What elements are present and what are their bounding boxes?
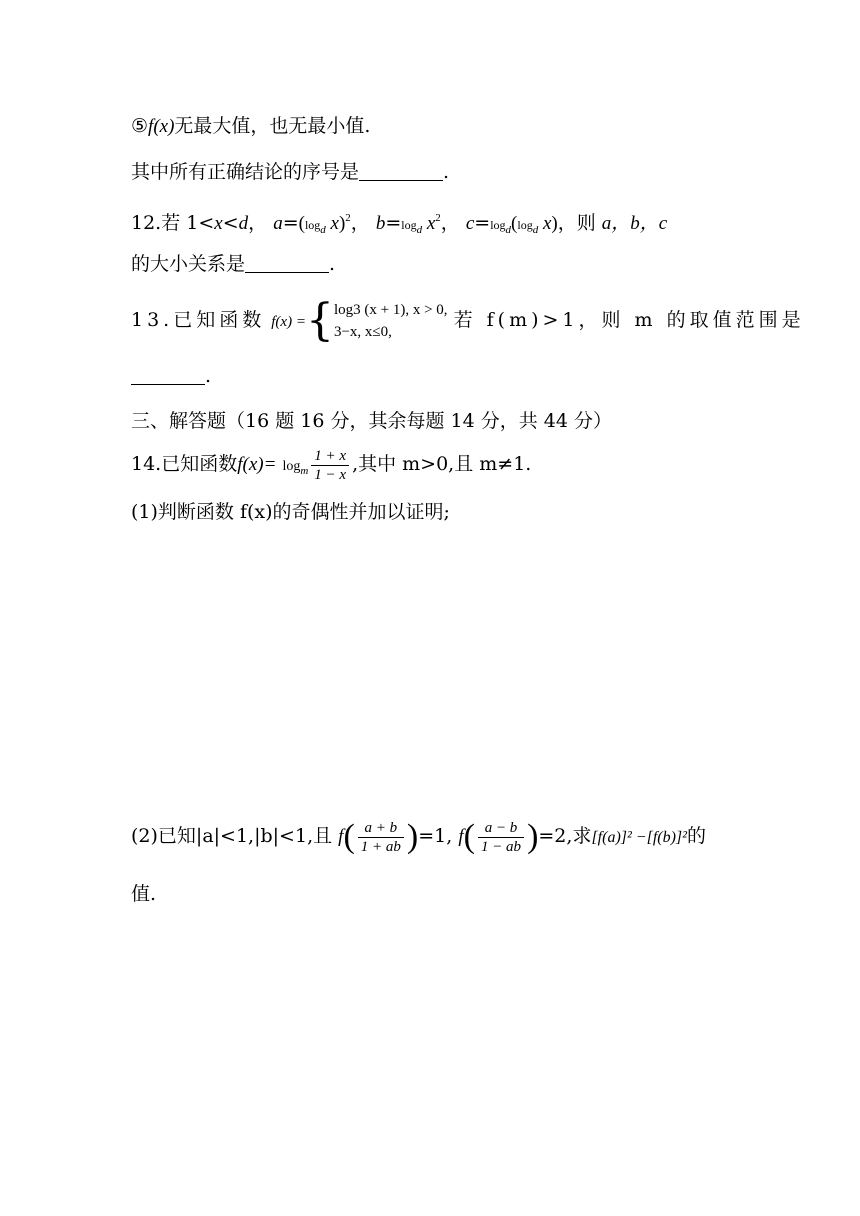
circled-five: ⑤: [131, 115, 149, 137]
q14-eq2: =2,求: [538, 825, 592, 847]
q12-abc: a，b，c: [601, 213, 668, 234]
answer-blank: [359, 162, 443, 181]
q12-end: .: [329, 253, 336, 275]
q14-frac2-num: a − b: [484, 819, 518, 836]
q12-lt: <: [222, 212, 239, 234]
q11-prompt-text: 其中所有正确结论的序号是: [131, 161, 360, 183]
q14-log: log: [282, 459, 301, 474]
q13-case1: log3 (x + 1), x > 0,: [333, 302, 448, 318]
q12-c-expr: $\log_d(\log_d$ x): [490, 213, 558, 236]
item-5: [131, 112, 370, 141]
q12-eq-a: =: [282, 212, 299, 234]
question-14-part2-line2: [131, 880, 156, 908]
question-13: [131, 295, 805, 346]
q14-expression: [f(a)]² −[f(b)]²: [591, 829, 687, 846]
answer-blank: [245, 254, 329, 273]
q14-fraction-2: [478, 819, 524, 856]
q14-frac1-den: 1 + ab: [358, 837, 404, 856]
q14-part1-text: (1)判断函数 f(x)的奇偶性并加以证明;: [131, 501, 450, 523]
q12-a: a: [273, 213, 283, 234]
question-13-line2: [131, 362, 211, 390]
answer-blank: [131, 366, 205, 385]
q14-f2: f: [458, 826, 464, 847]
q14-f1: f: [338, 826, 344, 847]
q14-fraction: [311, 447, 349, 484]
q13-condition: 若 f(m)>1，则 m 的取值范围是: [453, 309, 805, 331]
q11-prompt: [131, 158, 449, 186]
item-5-text: 无最大值，也无最小值.: [174, 115, 371, 137]
q12-b: b: [375, 213, 386, 234]
question-12-line2: [131, 250, 335, 278]
question-14-part2: (2)已知|a|<1,|b|<1,且 f( $\frac{a + b}{1 + ab}$ )=1, f( $\frac{a - b}{1 - ab}$ )=2,求[f(a)]² −[f(b)]²的: [131, 818, 706, 855]
question-14-part1: [131, 498, 450, 526]
q12-eq-b: =: [385, 212, 402, 234]
q14-log-base: m: [300, 465, 309, 477]
q12-comma: ，: [248, 212, 268, 234]
q12-tail: ，则: [557, 212, 596, 234]
q13-end: .: [205, 365, 212, 387]
q14-frac1-num: a + b: [364, 819, 398, 836]
q14-de: 的: [686, 825, 706, 847]
section-3-heading: [131, 407, 612, 435]
q13-brace: {: [305, 295, 334, 346]
q14-fx: f(x)=: [237, 454, 277, 475]
q12-d: d: [238, 213, 249, 234]
q14-eq1: =1,: [418, 825, 453, 847]
q12-a-expr: ($\log_d$ x)$^2$: [298, 212, 351, 236]
q14-part2-end: 值.: [131, 883, 157, 905]
q14-frac2-den: 1 − ab: [478, 837, 524, 856]
q12-c: c: [465, 213, 475, 234]
question-12: 12.若 1<x<d， $a=(\log_d$ x)$^2$， $b=\log_d$ $x^2$， $c=\log_d(\log_d$ x)，则 a，b，c: [131, 212, 668, 236]
q11-end: .: [443, 161, 450, 183]
q13-fx: f(x) =: [271, 314, 306, 330]
q14-part2-start: (2)已知|a|<1,|b|<1,且: [131, 825, 333, 847]
section-3-title: 三、解答题（16 题 16 分，其余每题 14 分，共 44 分）: [131, 410, 612, 432]
q13-case2: 3−x, x≤0,: [333, 324, 392, 340]
q12-line2-text: 的大小关系是: [131, 253, 246, 275]
item-5-fx: f(x): [148, 116, 175, 137]
q13-number: 13.已知函数: [131, 309, 266, 331]
q14-frac-den: 1 − x: [311, 465, 349, 484]
q13-cases: [334, 299, 448, 343]
question-14: [131, 444, 531, 491]
q14-number: 14.已知函数: [131, 453, 238, 475]
q14-frac-num: 1 + x: [314, 447, 347, 464]
q12-eq-c: =: [474, 212, 491, 234]
q12-b-expr: $\log_d x^2$: [401, 212, 441, 236]
q12-number: 12.若 1<: [131, 212, 215, 234]
q14-fraction-1: [358, 819, 404, 856]
q12-x: x: [214, 213, 223, 234]
q14-condition: ,其中 m>0,且 m≠1.: [352, 453, 532, 475]
